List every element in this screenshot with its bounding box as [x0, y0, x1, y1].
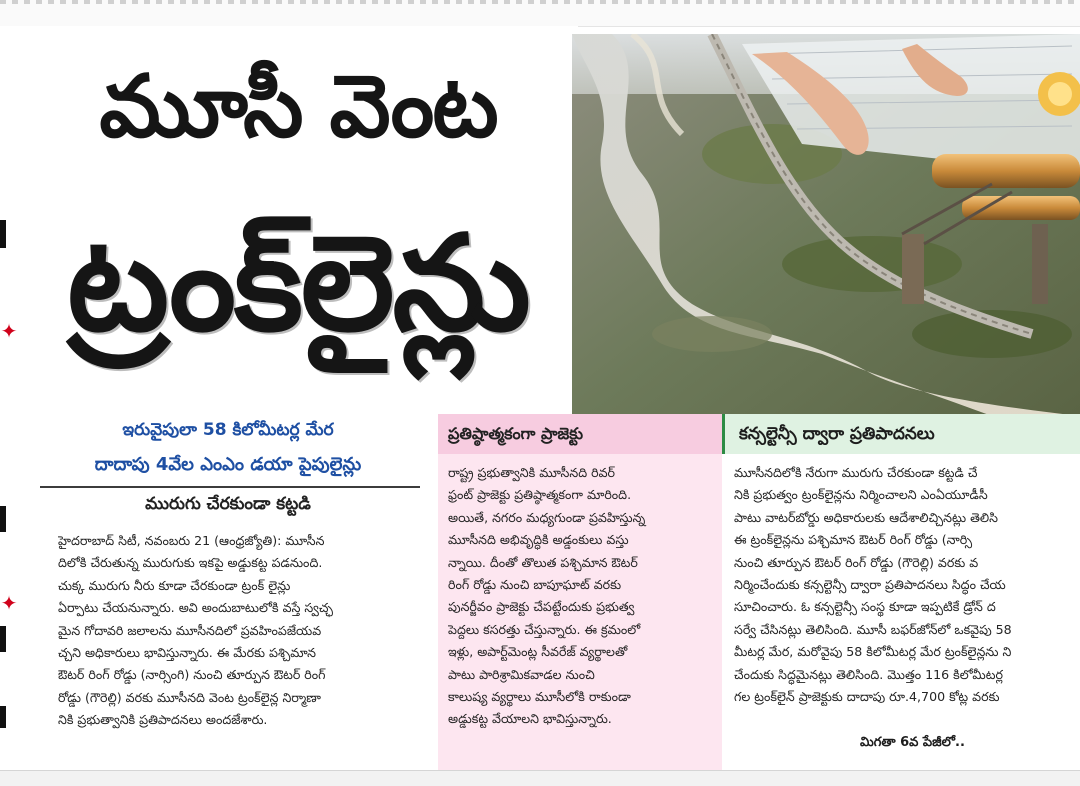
- text-line: ఈ ట్రంక్‌లైన్లను పశ్చిమాన ఔటర్ రింగ్ రోడ్డు (నార్సి: [734, 532, 973, 548]
- left-column: [18, 414, 438, 770]
- margin-bar: [0, 506, 6, 532]
- middle-heading-box: [438, 414, 722, 454]
- text-line: రాష్ట్ర ప్రభుత్వానికి మూసీనది రివర్: [448, 465, 616, 480]
- registration-mark-icon: ✦: [0, 319, 18, 343]
- river-pipeline-illustration: [572, 34, 1080, 416]
- text-line: మూసీనది అభివృద్ధికి అడ్డంకులు వస్తు: [448, 532, 629, 548]
- page-top-edge: [0, 0, 1080, 27]
- text-line: నుంచి తూర్పున ఔటర్ రింగ్ రోడ్డు (గౌరెల్లి) వరకు వ: [734, 554, 979, 570]
- subheading-2: దాదాపు 4వేల ఎంఎం డయా పైపులైన్లు: [94, 454, 362, 475]
- headline-line-2: ట్రంక్‌లైన్లు: [67, 207, 529, 361]
- text-line: ఫ్రంట్ ప్రాజెక్టు ప్రతిష్ఠాత్మకంగా మారింది.: [448, 487, 632, 503]
- text-line: గల ట్రంక్‌లైన్ ప్రాజెక్టుకు దాదాపు రూ.4,700 కోట్ల వరకు: [734, 689, 1000, 705]
- continued-on-page-label: మిగతా 6వ పేజీలో..: [860, 735, 965, 750]
- text-line: నిర్మించేందుకు కన్సల్టెన్సీ ద్వారా ప్రతిపాదనలు సిద్ధం చేయ: [734, 577, 1006, 593]
- article-body-left: [58, 530, 430, 732]
- text-line: పునర్జీవం ప్రాజెక్టు చేపట్టేందుకు ప్రభుత్వ: [448, 599, 635, 615]
- text-line: న్నాయి. దీంతో తొలుత పశ్చిమాన ఔటర్: [448, 554, 638, 570]
- right-heading: కన్సల్టెన్సీ ద్వారా ప్రతిపాదనలు: [739, 424, 935, 444]
- text-line: చేందుకు సిద్ధమైనట్లు తెలిసింది. మొత్తం 116 కిలోమీటర్ల: [734, 666, 1003, 682]
- margin-bar: [0, 706, 6, 728]
- text-line: పెద్దలు కసరత్తు చేస్తున్నారు. ఈ క్రమంలో: [448, 621, 641, 637]
- text-line: ఏర్పాటు చేయనున్నారు. అవి అందుబాటులోకి వస్తే స్వచ్ఛ: [58, 600, 334, 616]
- margin-bar: [0, 626, 6, 652]
- text-line: మూసీనదిలోకి నేరుగా మురుగు చేరకుండా కట్టడి చే: [734, 465, 978, 480]
- text-line: మైన గోదావరి జలాలను మూసీనదిలో ప్రవహింపజేయవ: [58, 622, 322, 638]
- subheading-3: మురుగు చేరకుండా కట్టడి: [145, 494, 311, 514]
- page-bottom-edge: [0, 770, 1080, 786]
- text-line: పాటు వాటర్‌బోర్డు అధికారులకు ఆదేశాలిచ్చినట్లు తెలిసి: [734, 509, 998, 525]
- text-line: చ్చని అధికారులు భావిస్తున్నారు. ఈ మేరకు పశ్చిమాన: [58, 645, 317, 661]
- text-line: ఇళ్లు, అపార్ట్‌మెంట్ల సీవరేజ్ వ్యర్థాలతో: [448, 644, 628, 660]
- registration-mark-icon: ✦: [0, 591, 18, 615]
- news-photo: [572, 34, 1080, 416]
- middle-heading: ప్రతిష్ఠాత్మకంగా ప్రాజెక్టు: [448, 424, 584, 443]
- text-line: నికి ప్రభుత్వం ట్రంక్‌లైన్లను నిర్మించాలని ఎంఏయూడీసీ: [734, 487, 988, 503]
- headline-line-1: మూసీ వెంట: [99, 57, 497, 157]
- text-line: సూచించారు. ఓ కన్సల్టెన్సీ సంస్థ కూడా ఇప్పటికే డ్రోన్ ద: [734, 599, 996, 615]
- margin-bar: [0, 220, 6, 248]
- right-heading-box: [722, 414, 1080, 454]
- text-line: రింగ్ రోడ్డు నుంచి బాపూఘాట్ వరకు: [448, 577, 622, 593]
- text-line: అయితే, నగరం మధ్యగుండా ప్రవహిస్తున్న: [448, 509, 646, 525]
- perforation: [0, 0, 1080, 4]
- text-line: సర్వే చేసినట్లు తెలిసింది. మూసీ బఫర్‌జోన్‌లో ఒకవైపు 58: [734, 621, 1012, 637]
- right-column: [722, 414, 1080, 770]
- text-line: పాటు పారిశ్రామికవాడల నుంచి: [448, 666, 595, 682]
- text-line: దిలోకి చేరుతున్న మురుగుకు ఇకపై అడ్డుకట్ట పడనుంది.: [58, 555, 323, 571]
- middle-column: [438, 414, 722, 770]
- text-line: అడ్డుకట్ట వేయాలని భావిస్తున్నారు.: [448, 711, 612, 727]
- subheading-1: ఇరువైపులా 58 కిలోమీటర్ల మేర: [122, 420, 334, 440]
- text-line: రోడ్డు (గౌరెల్లి) వరకు మూసీనది వెంట ట్రంక్‌లైన్ల నిర్మాణా: [58, 689, 321, 705]
- text-line: చుక్క మురుగు నీరు కూడా చేరకుండా ట్రంక్ లైన్లు: [58, 577, 291, 593]
- article-body-right: [734, 462, 1080, 708]
- divider: [40, 486, 420, 488]
- text-line: ఔటర్ రింగ్ రోడ్డు (నార్సింగి) నుంచి తూర్పున ఔటర్ రింగ్: [58, 667, 326, 683]
- text-line: హైదరాబాద్ సిటీ, నవంబరు 21 (ఆంధ్రజ్యోతి): మూసీన: [58, 533, 325, 548]
- text-line: కాలుష్య వ్యర్థాలు మూసీలోకి రాకుండా: [448, 689, 631, 705]
- left-margin: [0, 26, 19, 771]
- text-line: నికి ప్రభుత్వానికి ప్రతిపాదనలు అందజేశారు.: [58, 712, 268, 728]
- headline: [18, 26, 578, 414]
- article-body-middle: [448, 462, 716, 731]
- text-line: మీటర్ల మేర, మరోవైపు 58 కిలోమీటర్ల మేర ట్రంక్‌లైన్లను ని: [734, 644, 1012, 660]
